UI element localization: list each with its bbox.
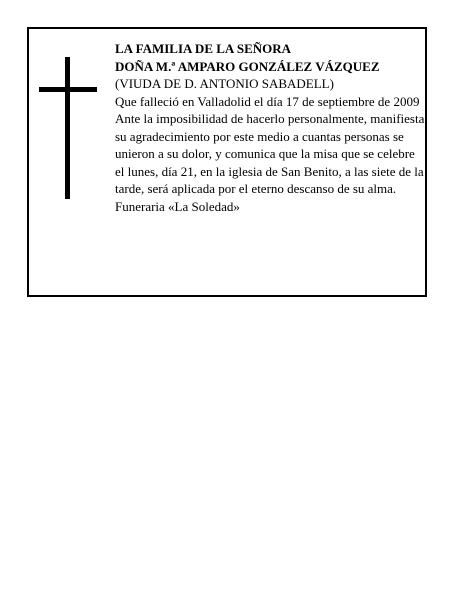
notice-widow-of: (VIUDA DE D. ANTONIO SABADELL) — [115, 76, 334, 91]
obituary-notice — [27, 27, 427, 297]
cross-icon — [39, 57, 97, 199]
notice-message: Ante la imposibilidad de hacerlo personalmente, manifiesta su agradecimiento por este medio a cuantas personas se unieron a su dolor, y comunica que la misa que se celebre el lunes, día 21, en la iglesia de San Benito, a las siete de la tarde, será aplicada por el eterno descanso de su alma. — [115, 111, 425, 196]
notice-text — [115, 40, 425, 215]
notice-deceased-name: DOÑA M.ª AMPARO GONZÁLEZ VÁZQUEZ — [115, 58, 380, 74]
cross-vertical-bar — [65, 57, 70, 199]
notice-death-info: Que falleció en Valladolid el día 17 de septiembre de 2009 — [115, 93, 420, 109]
notice-funeral-home: Funeraria «La Soledad» — [115, 198, 240, 214]
notice-heading-family: LA FAMILIA DE LA SEÑORA — [115, 41, 292, 56]
cross-horizontal-bar — [39, 87, 97, 92]
